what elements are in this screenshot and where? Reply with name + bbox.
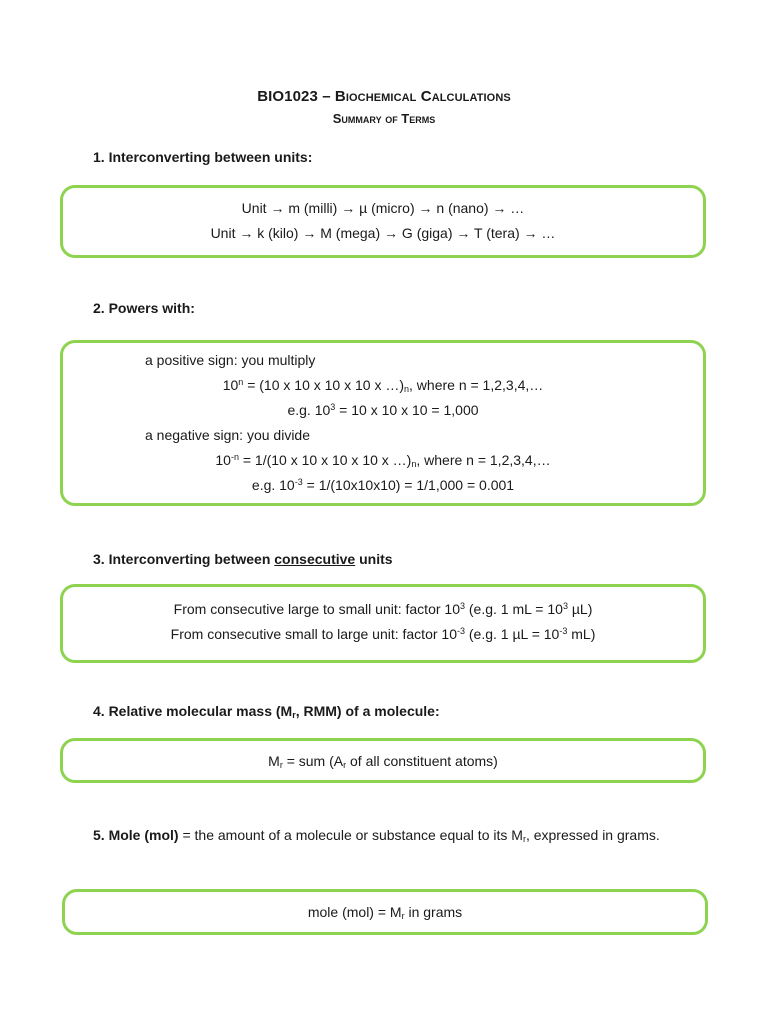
negative-sign-label: a negative sign: you divide	[145, 427, 310, 443]
section-3-box	[60, 584, 706, 663]
unit-conversion-down-line: Unit → m (milli) → µ (micro) → n (nano) → …	[241, 200, 525, 216]
document-title: BIO1023 – Biochemical Calculations	[257, 88, 511, 105]
positive-power-example: e.g. $10^3 = 10$ x 10 x 10 = 1,000	[287, 402, 479, 418]
positive-power-formula: $10^n = (10$ x 10 x 10 x 10 x $\dots)_n$, where n = 1,2,3,4,…	[222, 377, 544, 394]
mole-formula: mole $(mol) = M_r$ in grams	[307, 904, 463, 921]
section-4-box	[60, 738, 706, 783]
section-5-definition: 5. Mole (mol) = the amount of a molecule or substance equal to its $M_r$, expressed in grams.	[93, 827, 660, 844]
section-2-box	[60, 340, 706, 506]
unit-conversion-up-line: Unit → k (kilo) → M (mega) → G (giga) → T (tera) → …	[210, 225, 556, 241]
section-1-box	[60, 185, 706, 258]
negative-power-formula: $10^{-n} = 1/(10$ x 10 x 10 x 10 x $\dots)_n$, where n = 1,2,3,4,…	[215, 452, 551, 469]
document-subtitle: Summary of Terms	[332, 111, 436, 126]
positive-sign-label: a positive sign: you multiply	[145, 352, 316, 368]
negative-power-example: e.g. $10^{-3} = 1/(10x10x10) = 1/1,000 = 0.001$	[251, 477, 515, 493]
section-2-heading: 2. Powers with:	[93, 300, 195, 316]
section-3-heading: 3. Interconverting between consecutive units	[93, 551, 393, 567]
section-4-heading: 4. Relative molecular mass ($M_r$, RMM) of a molecule:	[93, 703, 440, 720]
large-to-small-factor: From consecutive large to small unit: factor $10^3$ (e.g. 1 mL = $10^3$ µL)	[173, 601, 593, 617]
small-to-large-factor: From consecutive small to large unit: factor $10^{-3}$ (e.g. 1 $\mu L = 10^{-3}$ mL)	[170, 626, 596, 642]
section-5-box	[62, 889, 708, 935]
section-1-heading: 1. Interconverting between units:	[93, 149, 313, 165]
rmm-formula: $M_r$ = sum ($A_r$ of all constituent atoms)	[268, 753, 498, 770]
